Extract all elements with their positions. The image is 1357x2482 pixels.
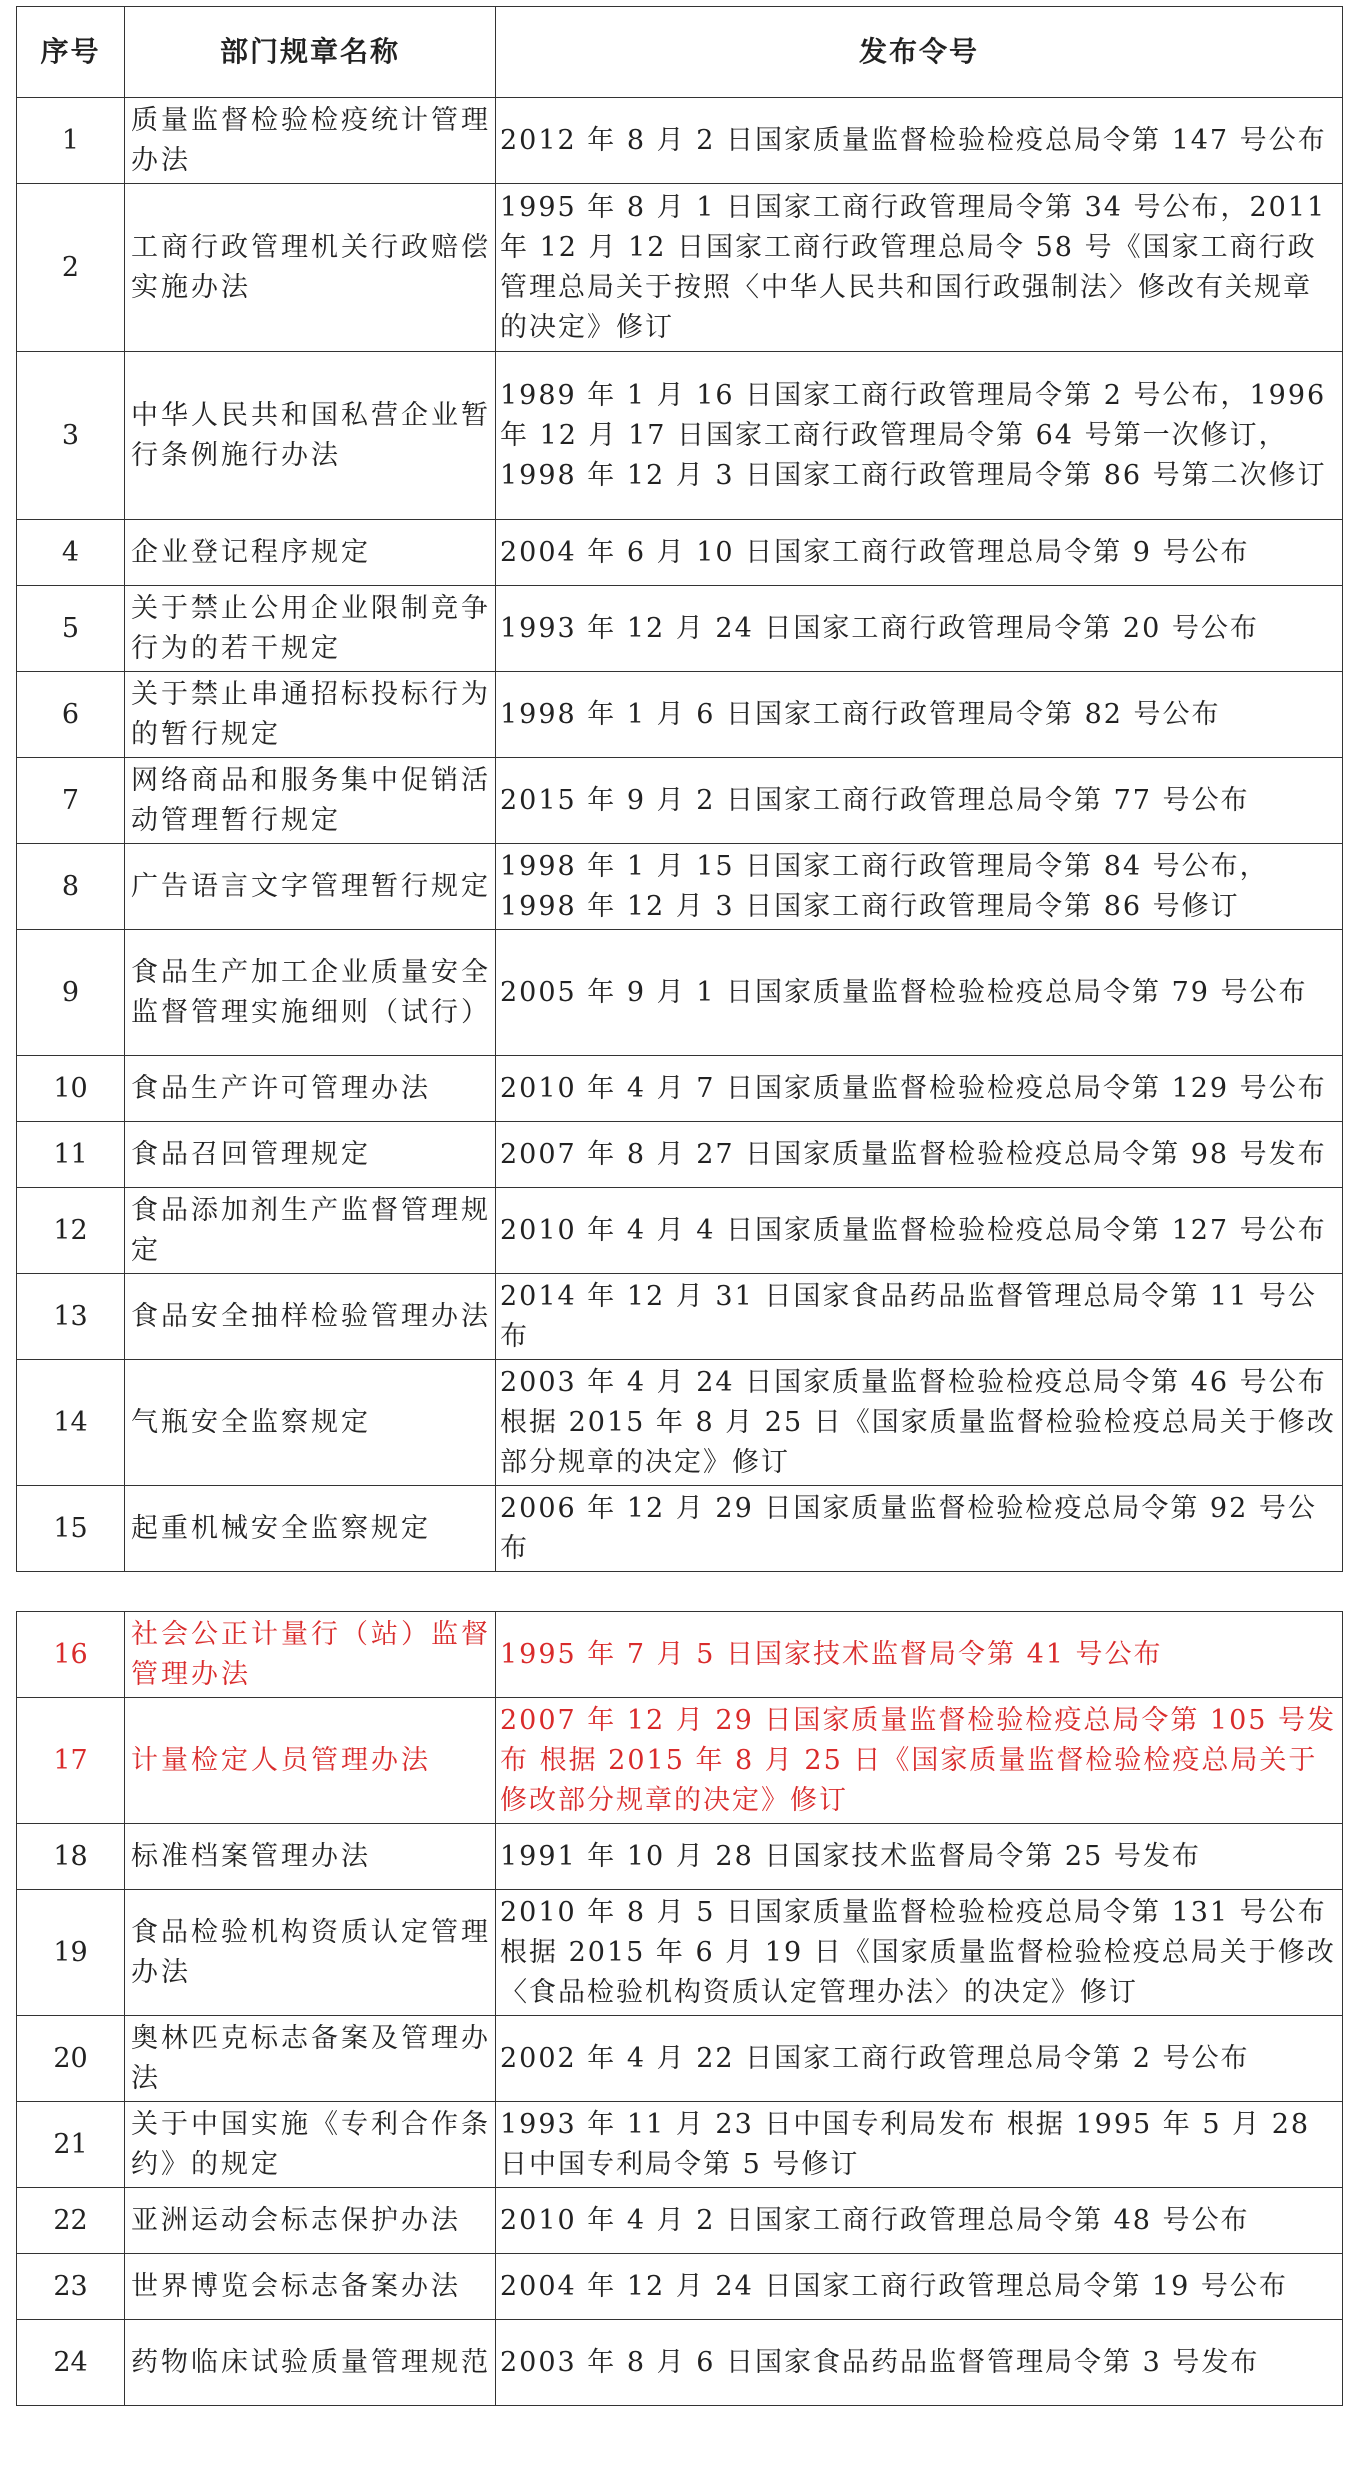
row-regulation-name: 关于禁止公用企业限制竞争行为的若干规定	[125, 586, 496, 672]
row-issuance-order: 1995 年 8 月 1 日国家工商行政管理局令第 34 号公布，2011 年 12 月 12 日国家工商行政管理总局令 58 号《国家工商行政管理总局关于按照〈中华人民共和国行政强制法〉修改有关规章的决定》修订	[496, 184, 1343, 352]
row-regulation-name: 世界博览会标志备案办法	[125, 2254, 496, 2320]
row-regulation-name: 气瓶安全监察规定	[125, 1360, 496, 1486]
row-serial-number: 1	[17, 98, 125, 184]
table-row	[17, 520, 1343, 586]
row-serial-number: 19	[17, 1890, 125, 2016]
row-regulation-name: 食品召回管理规定	[125, 1122, 496, 1188]
row-issuance-order: 2014 年 12 月 31 日国家食品药品监督管理总局令第 11 号公布	[496, 1274, 1343, 1360]
table-row	[17, 672, 1343, 758]
table-row	[17, 1824, 1343, 1890]
row-issuance-order: 1995 年 7 月 5 日国家技术监督局令第 41 号公布	[496, 1612, 1343, 1698]
row-issuance-order: 2007 年 12 月 29 日国家质量监督检验检疫总局令第 105 号发布 根据 2015 年 8 月 25 日《国家质量监督检验检疫总局关于修改部分规章的决定》修订	[496, 1698, 1343, 1824]
row-issuance-order: 2010 年 4 月 2 日国家工商行政管理总局令第 48 号公布	[496, 2188, 1343, 2254]
row-issuance-order: 2005 年 9 月 1 日国家质量监督检验检疫总局令第 79 号公布	[496, 930, 1343, 1056]
row-regulation-name: 社会公正计量行（站）监督管理办法	[125, 1612, 496, 1698]
row-issuance-order: 2010 年 4 月 4 日国家质量监督检验检疫总局令第 127 号公布	[496, 1188, 1343, 1274]
table-row	[17, 844, 1343, 930]
row-regulation-name: 工商行政管理机关行政赔偿实施办法	[125, 184, 496, 352]
row-issuance-order: 1993 年 12 月 24 日国家工商行政管理局令第 20 号公布	[496, 586, 1343, 672]
row-serial-number: 22	[17, 2188, 125, 2254]
row-regulation-name: 食品添加剂生产监督管理规定	[125, 1188, 496, 1274]
row-issuance-order: 1998 年 1 月 15 日国家工商行政管理局令第 84 号公布，1998 年 12 月 3 日国家工商行政管理局令第 86 号修订	[496, 844, 1343, 930]
table-row	[17, 1612, 1343, 1698]
row-issuance-order: 2002 年 4 月 22 日国家工商行政管理总局令第 2 号公布	[496, 2016, 1343, 2102]
row-regulation-name: 药物临床试验质量管理规范	[125, 2320, 496, 2406]
row-serial-number: 7	[17, 758, 125, 844]
row-serial-number: 24	[17, 2320, 125, 2406]
table-row	[17, 352, 1343, 520]
row-regulation-name: 标准档案管理办法	[125, 1824, 496, 1890]
row-issuance-order: 2004 年 12 月 24 日国家工商行政管理总局令第 19 号公布	[496, 2254, 1343, 2320]
row-serial-number: 3	[17, 352, 125, 520]
table-row	[17, 1486, 1343, 1572]
row-serial-number: 12	[17, 1188, 125, 1274]
row-regulation-name: 计量检定人员管理办法	[125, 1698, 496, 1824]
row-regulation-name: 食品检验机构资质认定管理办法	[125, 1890, 496, 2016]
header-issuance-order: 发布令号	[496, 7, 1343, 98]
row-issuance-order: 2007 年 8 月 27 日国家质量监督检验检疫总局令第 98 号发布	[496, 1122, 1343, 1188]
row-serial-number: 23	[17, 2254, 125, 2320]
row-issuance-order: 2015 年 9 月 2 日国家工商行政管理总局令第 77 号公布	[496, 758, 1343, 844]
row-regulation-name: 起重机械安全监察规定	[125, 1486, 496, 1572]
table-body-2	[17, 1612, 1343, 2406]
header-regulation-name: 部门规章名称	[125, 7, 496, 98]
table-row	[17, 2016, 1343, 2102]
row-issuance-order: 1991 年 10 月 28 日国家技术监督局令第 25 号发布	[496, 1824, 1343, 1890]
row-serial-number: 14	[17, 1360, 125, 1486]
table-row	[17, 2102, 1343, 2188]
table-body-1	[17, 98, 1343, 1572]
row-serial-number: 2	[17, 184, 125, 352]
row-serial-number: 10	[17, 1056, 125, 1122]
table-row	[17, 1274, 1343, 1360]
row-serial-number: 17	[17, 1698, 125, 1824]
table-row	[17, 1890, 1343, 2016]
table-row	[17, 2254, 1343, 2320]
row-serial-number: 21	[17, 2102, 125, 2188]
table-row	[17, 758, 1343, 844]
table-row	[17, 1360, 1343, 1486]
table-row	[17, 1188, 1343, 1274]
table-row	[17, 98, 1343, 184]
row-serial-number: 18	[17, 1824, 125, 1890]
row-serial-number: 6	[17, 672, 125, 758]
row-regulation-name: 广告语言文字管理暂行规定	[125, 844, 496, 930]
row-regulation-name: 食品生产加工企业质量安全监督管理实施细则（试行）	[125, 930, 496, 1056]
row-issuance-order: 2012 年 8 月 2 日国家质量监督检验检疫总局令第 147 号公布	[496, 98, 1343, 184]
row-serial-number: 16	[17, 1612, 125, 1698]
row-serial-number: 8	[17, 844, 125, 930]
row-serial-number: 13	[17, 1274, 125, 1360]
row-regulation-name: 网络商品和服务集中促销活动管理暂行规定	[125, 758, 496, 844]
row-issuance-order: 1998 年 1 月 6 日国家工商行政管理局令第 82 号公布	[496, 672, 1343, 758]
row-issuance-order: 2004 年 6 月 10 日国家工商行政管理总局令第 9 号公布	[496, 520, 1343, 586]
row-regulation-name: 亚洲运动会标志保护办法	[125, 2188, 496, 2254]
row-regulation-name: 食品安全抽样检验管理办法	[125, 1274, 496, 1360]
table-row	[17, 586, 1343, 672]
row-serial-number: 11	[17, 1122, 125, 1188]
regulations-table-part-2	[16, 1611, 1343, 2406]
table-row	[17, 2188, 1343, 2254]
row-issuance-order: 2010 年 4 月 7 日国家质量监督检验检疫总局令第 129 号公布	[496, 1056, 1343, 1122]
row-issuance-order: 2003 年 4 月 24 日国家质量监督检验检疫总局令第 46 号公布 根据 2015 年 8 月 25 日《国家质量监督检验检疫总局关于修改部分规章的决定》修订	[496, 1360, 1343, 1486]
row-regulation-name: 奥林匹克标志备案及管理办法	[125, 2016, 496, 2102]
table-header-row	[17, 7, 1343, 98]
row-regulation-name: 质量监督检验检疫统计管理办法	[125, 98, 496, 184]
row-issuance-order: 2006 年 12 月 29 日国家质量监督检验检疫总局令第 92 号公布	[496, 1486, 1343, 1572]
row-issuance-order: 1989 年 1 月 16 日国家工商行政管理局令第 2 号公布，1996 年 12 月 17 日国家工商行政管理局令第 64 号第一次修订，1998 年 12 月 3 日国家工商行政管理局令第 86 号第二次修订	[496, 352, 1343, 520]
row-serial-number: 4	[17, 520, 125, 586]
regulations-table-part-1	[16, 6, 1343, 1572]
table-row	[17, 184, 1343, 352]
header-serial-number: 序号	[17, 7, 125, 98]
table-row	[17, 930, 1343, 1056]
table-row	[17, 1056, 1343, 1122]
row-regulation-name: 食品生产许可管理办法	[125, 1056, 496, 1122]
row-regulation-name: 关于禁止串通招标投标行为的暂行规定	[125, 672, 496, 758]
row-serial-number: 20	[17, 2016, 125, 2102]
row-serial-number: 5	[17, 586, 125, 672]
row-regulation-name: 企业登记程序规定	[125, 520, 496, 586]
row-serial-number: 15	[17, 1486, 125, 1572]
row-serial-number: 9	[17, 930, 125, 1056]
row-regulation-name: 中华人民共和国私营企业暂行条例施行办法	[125, 352, 496, 520]
row-issuance-order: 2003 年 8 月 6 日国家食品药品监督管理局令第 3 号发布	[496, 2320, 1343, 2406]
table-row	[17, 2320, 1343, 2406]
table-row	[17, 1122, 1343, 1188]
row-issuance-order: 1993 年 11 月 23 日中国专利局发布 根据 1995 年 5 月 28 日中国专利局令第 5 号修订	[496, 2102, 1343, 2188]
table-row	[17, 1698, 1343, 1824]
row-regulation-name: 关于中国实施《专利合作条约》的规定	[125, 2102, 496, 2188]
row-issuance-order: 2010 年 8 月 5 日国家质量监督检验检疫总局令第 131 号公布 根据 2015 年 6 月 19 日《国家质量监督检验检疫总局关于修改〈食品检验机构资质认定管理办法〉的决定》修订	[496, 1890, 1343, 2016]
